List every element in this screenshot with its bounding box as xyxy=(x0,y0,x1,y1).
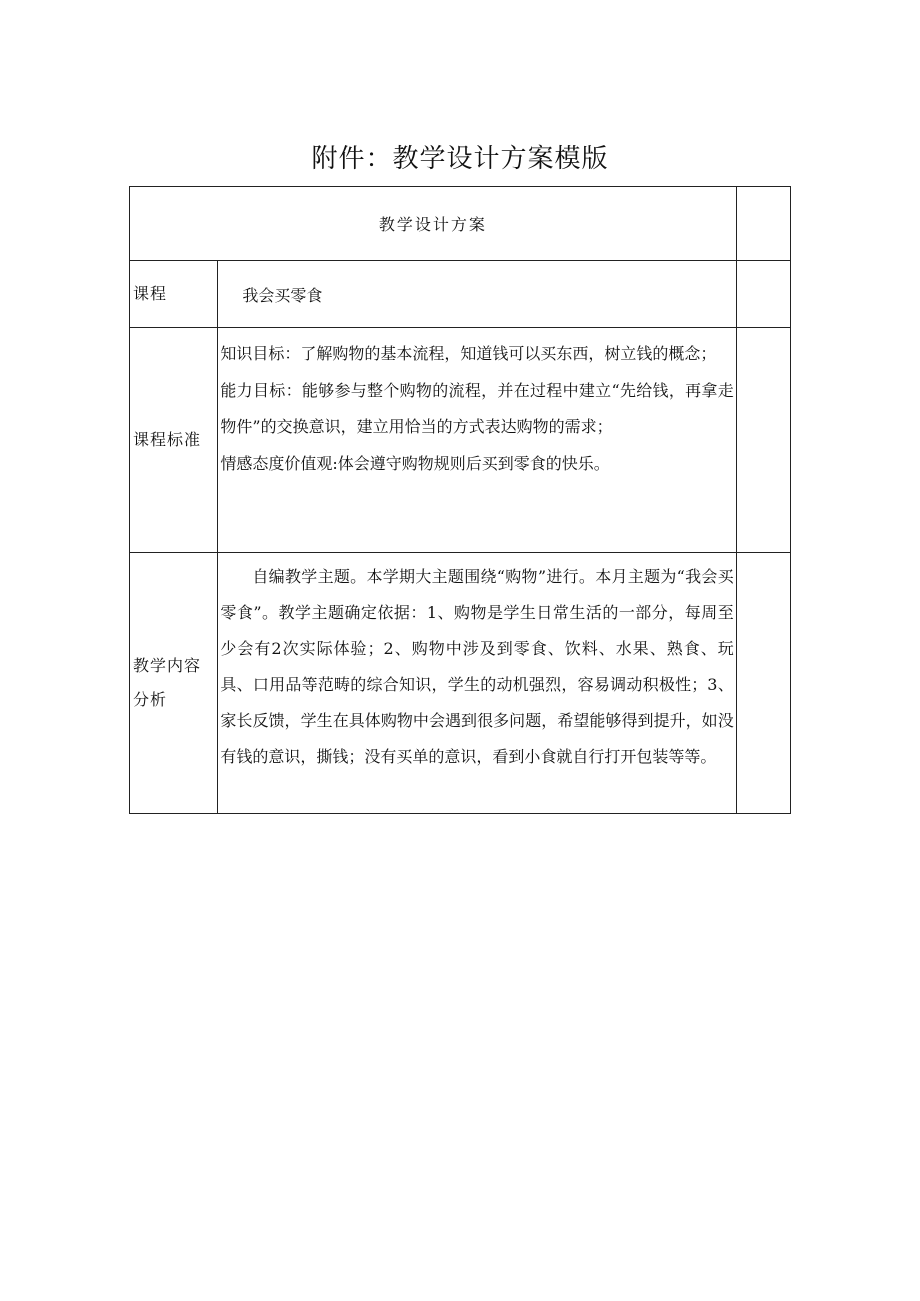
table-header: 教学设计方案 xyxy=(130,187,737,261)
analysis-text: 自编教学主题。本学期大主题围绕“购物”进行。本月主题为“我会买零食”。教学主题确定依据：1、购物是学生日常生活的一部分，每周至少会有2次实际体验；2、购物中涉及到零食、饮料、水果、熟食、玩具、口用品等范畴的综合知识，学生的动机强烈，容易调动积极性；3、家长反馈，学生在具体购物中会遇到很多问题，希望能够得到提升，如没有钱的意识，撕钱；没有买单的意识，看到小食就自行打开包装等等。 xyxy=(220,567,734,766)
page-title: 附件：教学设计方案模版 xyxy=(311,144,609,174)
empty-cell xyxy=(736,328,790,553)
course-label: 课程 xyxy=(130,261,218,328)
empty-cell xyxy=(736,261,790,328)
standards-body xyxy=(218,328,736,553)
lesson-plan-table xyxy=(129,186,791,814)
course-row xyxy=(130,261,791,328)
analysis-body xyxy=(218,553,736,814)
standards-label: 课程标准 xyxy=(130,328,218,553)
course-value: 我会买零食 xyxy=(218,261,736,328)
empty-cell xyxy=(736,187,790,261)
empty-cell xyxy=(736,553,790,814)
standards-row xyxy=(130,328,791,553)
analysis-label: 教学内容分析 xyxy=(130,553,218,814)
table-header-row xyxy=(130,187,791,261)
analysis-row xyxy=(130,553,791,814)
knowledge-goal: 知识目标：了解购物的基本流程，知道钱可以买东西，树立钱的概念； xyxy=(220,344,717,363)
ability-goal: 能力目标：能够参与整个购物的流程，并在过程中建立“先给钱，再拿走物件”的交换意识，建立用恰当的方式表达购物的需求； xyxy=(220,380,734,436)
attitude-goal: 情感态度价值观:体会遵守购物规则后买到零食的快乐。 xyxy=(220,453,610,473)
